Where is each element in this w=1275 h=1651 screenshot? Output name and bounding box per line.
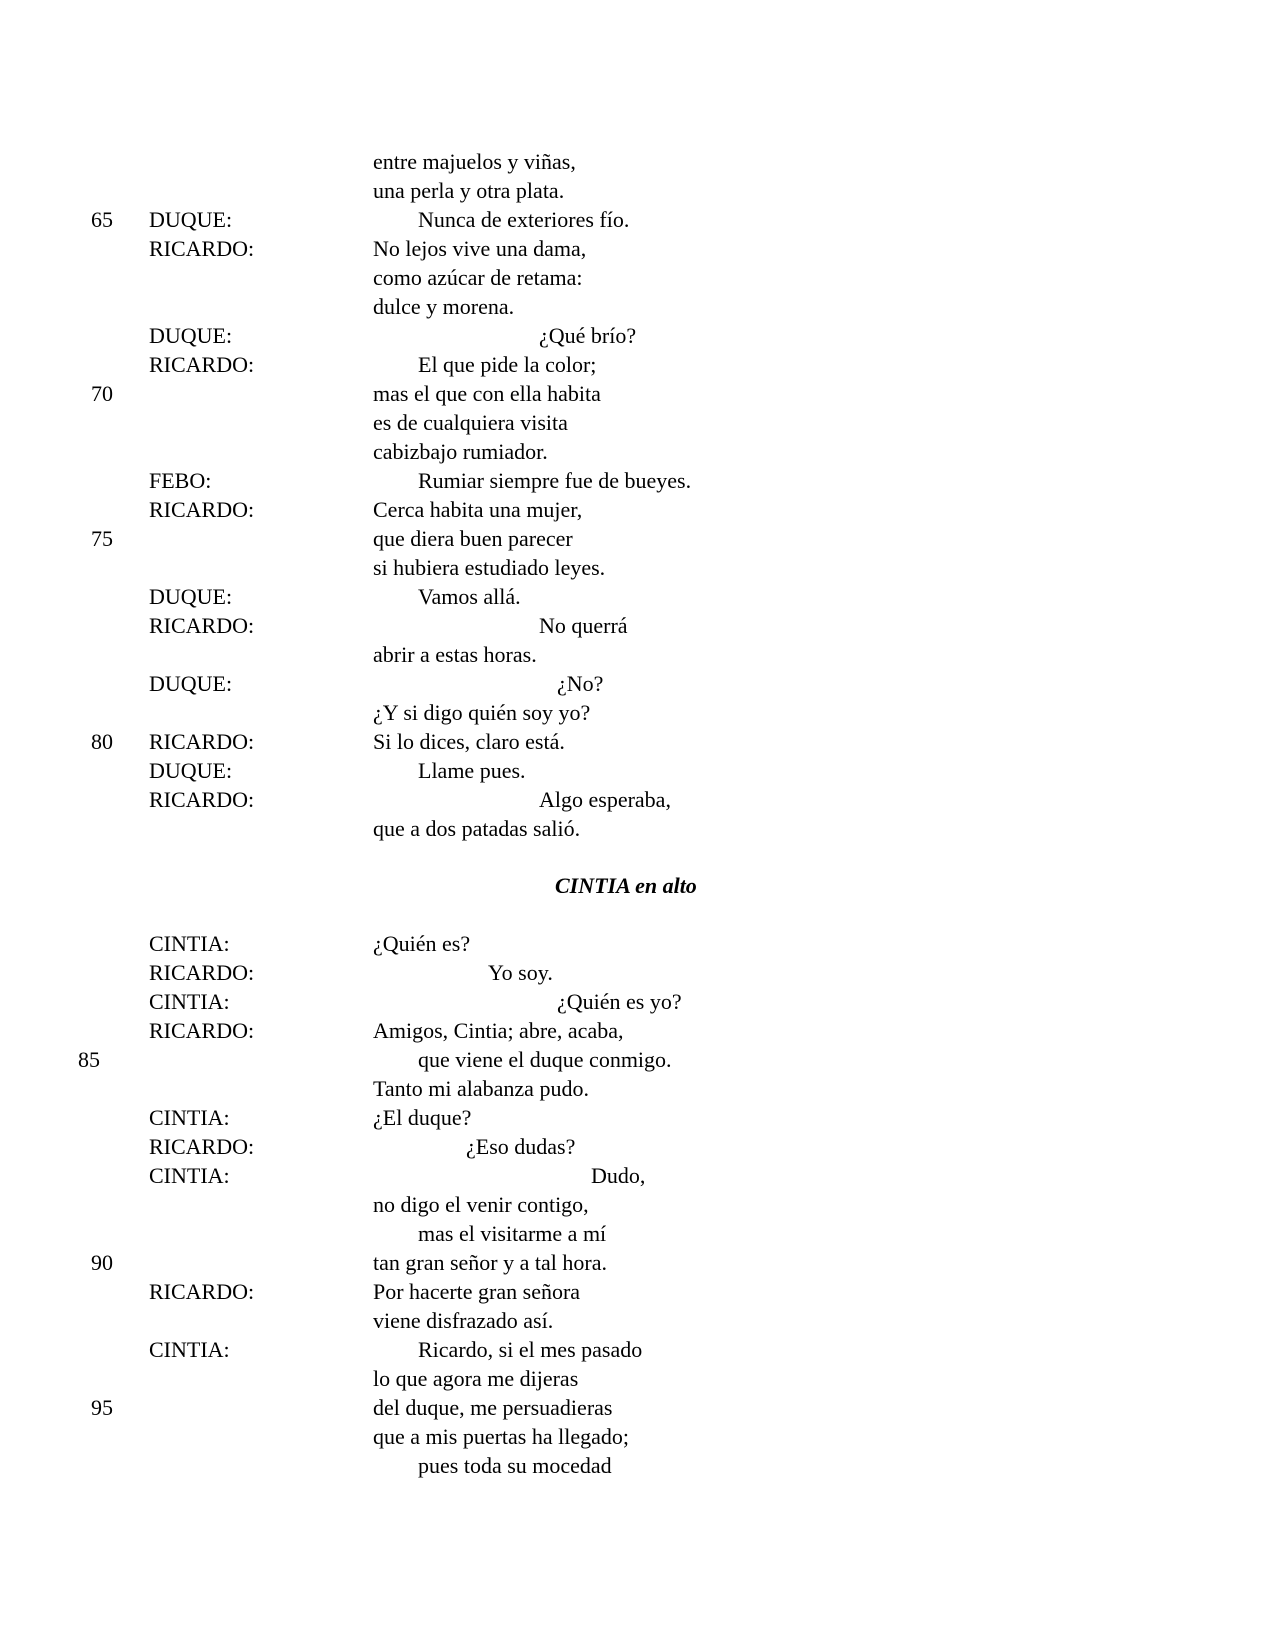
speaker-name: RICARDO:: [149, 960, 255, 985]
verse-line: [0, 1219, 1275, 1248]
verse-text: no digo el venir contigo,: [373, 1192, 589, 1217]
verse-line: [0, 1306, 1275, 1335]
speaker-name: DUQUE:: [149, 584, 233, 609]
line-number: 70: [91, 381, 113, 406]
verse-text: es de cualquiera visita: [373, 410, 568, 435]
verse-text: Vamos allá.: [418, 584, 521, 609]
verse-line: [0, 321, 1275, 350]
verse-line: [0, 524, 1275, 553]
verse-line: [0, 263, 1275, 292]
verse-line: [0, 611, 1275, 640]
verse-line: [0, 1016, 1275, 1045]
verse-line: [0, 929, 1275, 958]
speaker-name: RICARDO:: [149, 1279, 255, 1304]
verse-line: [0, 350, 1275, 379]
verse-text: mas el visitarme a mí: [418, 1221, 607, 1246]
verse-text: Yo soy.: [488, 960, 553, 985]
verse-line: [0, 234, 1275, 263]
stage-direction-line: [0, 871, 1275, 900]
verse-line: [0, 1132, 1275, 1161]
verse-text: Dudo,: [591, 1163, 646, 1188]
verse-line: [0, 1074, 1275, 1103]
speaker-name: DUQUE:: [149, 671, 233, 696]
verse-text: No lejos vive una dama,: [373, 236, 587, 261]
verse-line: [0, 958, 1275, 987]
verse-line: [0, 495, 1275, 524]
verse-line: [0, 147, 1275, 176]
verse-text: que a dos patadas salió.: [373, 816, 581, 841]
speaker-name: CINTIA:: [149, 1105, 230, 1130]
verse-text: ¿No?: [557, 671, 604, 696]
line-number: 75: [91, 526, 113, 551]
verse-text: ¿Quién es?: [373, 931, 471, 956]
verse-text: No querrá: [539, 613, 628, 638]
verse-text: ¿Y si digo quién soy yo?: [373, 700, 591, 725]
verse-text: que viene el duque conmigo.: [418, 1047, 672, 1072]
verse-text: viene disfrazado así.: [373, 1308, 554, 1333]
verse-text: Rumiar siempre fue de bueyes.: [418, 468, 692, 493]
verse-text: Algo esperaba,: [539, 787, 671, 812]
line-number: 95: [91, 1395, 113, 1420]
verse-line: [0, 1045, 1275, 1074]
verse-text: Nunca de exteriores fío.: [418, 207, 630, 232]
verse-text: Ricardo, si el mes pasado: [418, 1337, 643, 1362]
verse-line: [0, 785, 1275, 814]
verse-text: pues toda su mocedad: [418, 1453, 612, 1478]
verse-text: lo que agora me dijeras: [373, 1366, 579, 1391]
verse-line: [0, 205, 1275, 234]
verse-text: dulce y morena.: [373, 294, 515, 319]
verse-text: Llame pues.: [418, 758, 526, 783]
verse-line: [0, 1393, 1275, 1422]
verse-text: Si lo dices, claro está.: [373, 729, 565, 754]
speaker-name: FEBO:: [149, 468, 212, 493]
verse-text: mas el que con ella habita: [373, 381, 601, 406]
speaker-name: RICARDO:: [149, 497, 255, 522]
verse-text: tan gran señor y a tal hora.: [373, 1250, 607, 1275]
speaker-name: CINTIA:: [149, 931, 230, 956]
verse-text: cabizbajo rumiador.: [373, 439, 548, 464]
verse-line: [0, 1248, 1275, 1277]
verse-line: [0, 727, 1275, 756]
speaker-name: DUQUE:: [149, 758, 233, 783]
line-number: 85: [78, 1047, 100, 1072]
speaker-name: CINTIA:: [149, 1163, 230, 1188]
verse-text: Tanto mi alabanza pudo.: [373, 1076, 589, 1101]
verse-line: [0, 1190, 1275, 1219]
verse-text: ¿Qué brío?: [539, 323, 637, 348]
verse-text: ¿Eso dudas?: [466, 1134, 576, 1159]
speaker-name: RICARDO:: [149, 236, 255, 261]
verse-line: [0, 553, 1275, 582]
verse-text: del duque, me persuadieras: [373, 1395, 613, 1420]
speaker-name: RICARDO:: [149, 787, 255, 812]
verse-text: como azúcar de retama:: [373, 265, 583, 290]
verse-line: [0, 437, 1275, 466]
verse-line: [0, 379, 1275, 408]
speaker-name: RICARDO:: [149, 1018, 255, 1043]
verse-line: [0, 756, 1275, 785]
verse-line: [0, 582, 1275, 611]
verse-line: [0, 669, 1275, 698]
verse-line: [0, 176, 1275, 205]
verse-text: El que pide la color;: [418, 352, 597, 377]
speaker-name: CINTIA:: [149, 1337, 230, 1362]
speaker-name: RICARDO:: [149, 352, 255, 377]
verse-line: [0, 466, 1275, 495]
verse-text: ¿Quién es yo?: [557, 989, 682, 1014]
stage-direction: CINTIA en alto: [555, 873, 697, 898]
verse-line: [0, 1422, 1275, 1451]
verse-text: que a mis puertas ha llegado;: [373, 1424, 629, 1449]
verse-line: [0, 292, 1275, 321]
verse-line: [0, 640, 1275, 669]
verse-line: [0, 987, 1275, 1016]
verse-line: [0, 698, 1275, 727]
verse-line: [0, 1161, 1275, 1190]
verse-text: Cerca habita una mujer,: [373, 497, 583, 522]
verse-text: que diera buen parecer: [373, 526, 573, 551]
speaker-name: DUQUE:: [149, 323, 233, 348]
line-number: 65: [91, 207, 113, 232]
verse-line: [0, 1364, 1275, 1393]
verse-text: si hubiera estudiado leyes.: [373, 555, 606, 580]
verse-text: entre majuelos y viñas,: [373, 149, 576, 174]
speaker-name: DUQUE:: [149, 207, 233, 232]
verse-line: [0, 814, 1275, 843]
line-number: 90: [91, 1250, 113, 1275]
verse-text: Por hacerte gran señora: [373, 1279, 581, 1304]
line-number: 80: [91, 729, 113, 754]
speaker-name: RICARDO:: [149, 1134, 255, 1159]
verse-line: [0, 408, 1275, 437]
verse-line: [0, 1335, 1275, 1364]
verse-text: abrir a estas horas.: [373, 642, 537, 667]
speaker-name: RICARDO:: [149, 613, 255, 638]
verse-text: Amigos, Cintia; abre, acaba,: [373, 1018, 624, 1043]
speaker-name: CINTIA:: [149, 989, 230, 1014]
verse-line: [0, 1103, 1275, 1132]
verse-text: una perla y otra plata.: [373, 178, 565, 203]
verse-line: [0, 1277, 1275, 1306]
verse-text: ¿El duque?: [373, 1105, 472, 1130]
speaker-name: RICARDO:: [149, 729, 255, 754]
verse-line: [0, 1451, 1275, 1480]
